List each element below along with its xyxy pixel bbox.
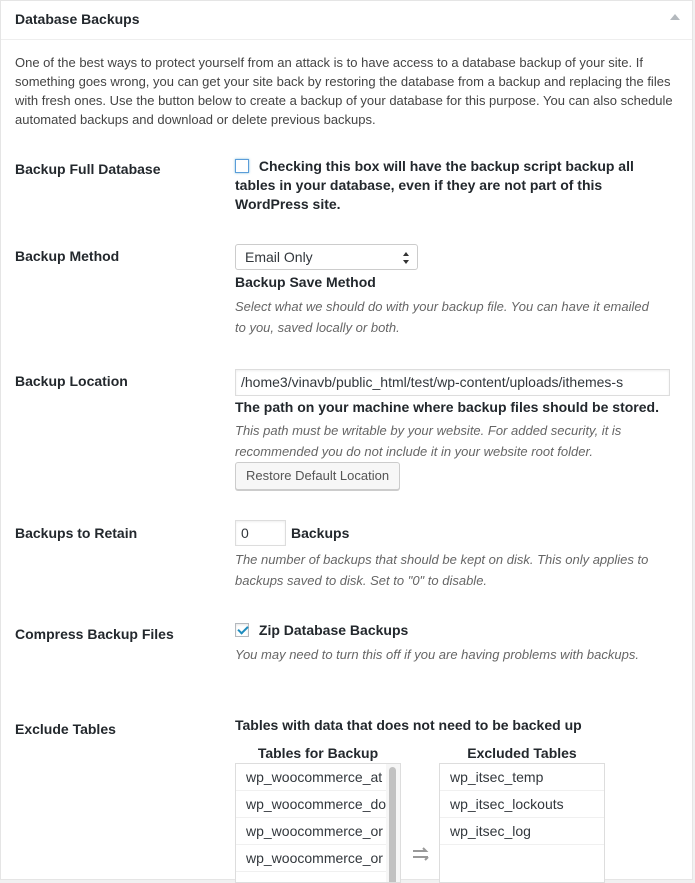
exclude-tables-label: Exclude Tables [15, 721, 116, 737]
backup-location-description: This path must be writable by your website. For added security, it is recommended you do not include it in your website root folder. [235, 423, 622, 459]
full-database-label: Backup Full Database [15, 161, 161, 177]
backup-method-select[interactable] [235, 244, 418, 270]
backup-method-label: Backup Method [15, 248, 120, 264]
list-item[interactable]: wp_itsec_lockouts [440, 791, 604, 818]
backup-location-input[interactable]: /home3/vinavb/public_html/test/wp-content/uploads/ithemes-s [235, 369, 670, 396]
full-database-checkbox[interactable] [235, 159, 249, 173]
backups-to-retain-description: The number of backups that should be kept on disk. This only applies to backups saved to disk. Set to "0" to disable. [235, 552, 649, 588]
backups-to-retain-label: Backups to Retain [15, 525, 138, 541]
tables-for-backup-list[interactable] [235, 763, 401, 883]
intro-text: One of the best ways to protect yourself from an attack is to have access to a database backup of your site. If something goes wrong, you can get your site back by restoring the database from a backup and replacing the files with fresh ones. Use the button below to create a backup of your database for this purpose. You can also schedule automated backups and download or delete previous backups. [15, 55, 673, 127]
backup-location-label: Backup Location [15, 373, 128, 389]
list-item[interactable]: wp_itsec_temp [440, 764, 604, 791]
backup-method-sublabel: Backup Save Method [235, 274, 376, 290]
swap-arrows-icon[interactable] [411, 847, 431, 861]
list-item[interactable]: wp_woocommerce_do [236, 791, 400, 818]
backups-to-retain-input[interactable]: 0 [235, 520, 286, 546]
backup-location-sublabel: The path on your machine where backup files should be stored. [235, 399, 659, 415]
backup-method-description: Select what we should do with your backup file. You can have it emailed to you, saved locally or both. [235, 299, 649, 335]
zip-backups-text: Zip Database Backups [258, 622, 409, 638]
full-database-text: Checking this box will have the backup script backup all tables in your database, even if they are not part of this WordPress site. [235, 158, 634, 212]
compress-description: You may need to turn this off if you are having problems with backups. [235, 647, 639, 662]
exclude-tables-heading: Tables with data that does not need to be backed up [235, 717, 582, 733]
list-item[interactable]: wp_woocommerce_or [236, 818, 400, 845]
tables-for-backup-title: Tables for Backup [257, 745, 379, 761]
restore-default-location-button[interactable]: Restore Default Location [235, 462, 400, 490]
compress-field [235, 622, 408, 638]
compress-backup-label: Compress Backup Files [15, 626, 174, 642]
backup-method-selected: Email Only [245, 249, 313, 265]
list-item[interactable]: wp_itsec_log [440, 818, 604, 845]
excluded-tables-list[interactable] [439, 763, 605, 883]
panel-title: Database Backups [15, 11, 140, 27]
panel-header[interactable] [1, 1, 692, 40]
list-item[interactable]: wp_woocommerce_or [236, 845, 400, 872]
backup-method-select-wrap [235, 244, 418, 270]
backups-unit-label: Backups [291, 525, 350, 541]
scrollbar-thumb[interactable] [389, 767, 396, 883]
select-arrows-icon [403, 252, 411, 264]
excluded-tables-title: Excluded Tables [467, 745, 577, 761]
full-database-field [235, 157, 655, 214]
collapse-triangle-icon[interactable] [670, 14, 680, 20]
list-scrollbar[interactable] [386, 764, 400, 882]
list-item[interactable]: wp_woocommerce_at [236, 764, 400, 791]
zip-backups-checkbox[interactable] [235, 623, 249, 637]
